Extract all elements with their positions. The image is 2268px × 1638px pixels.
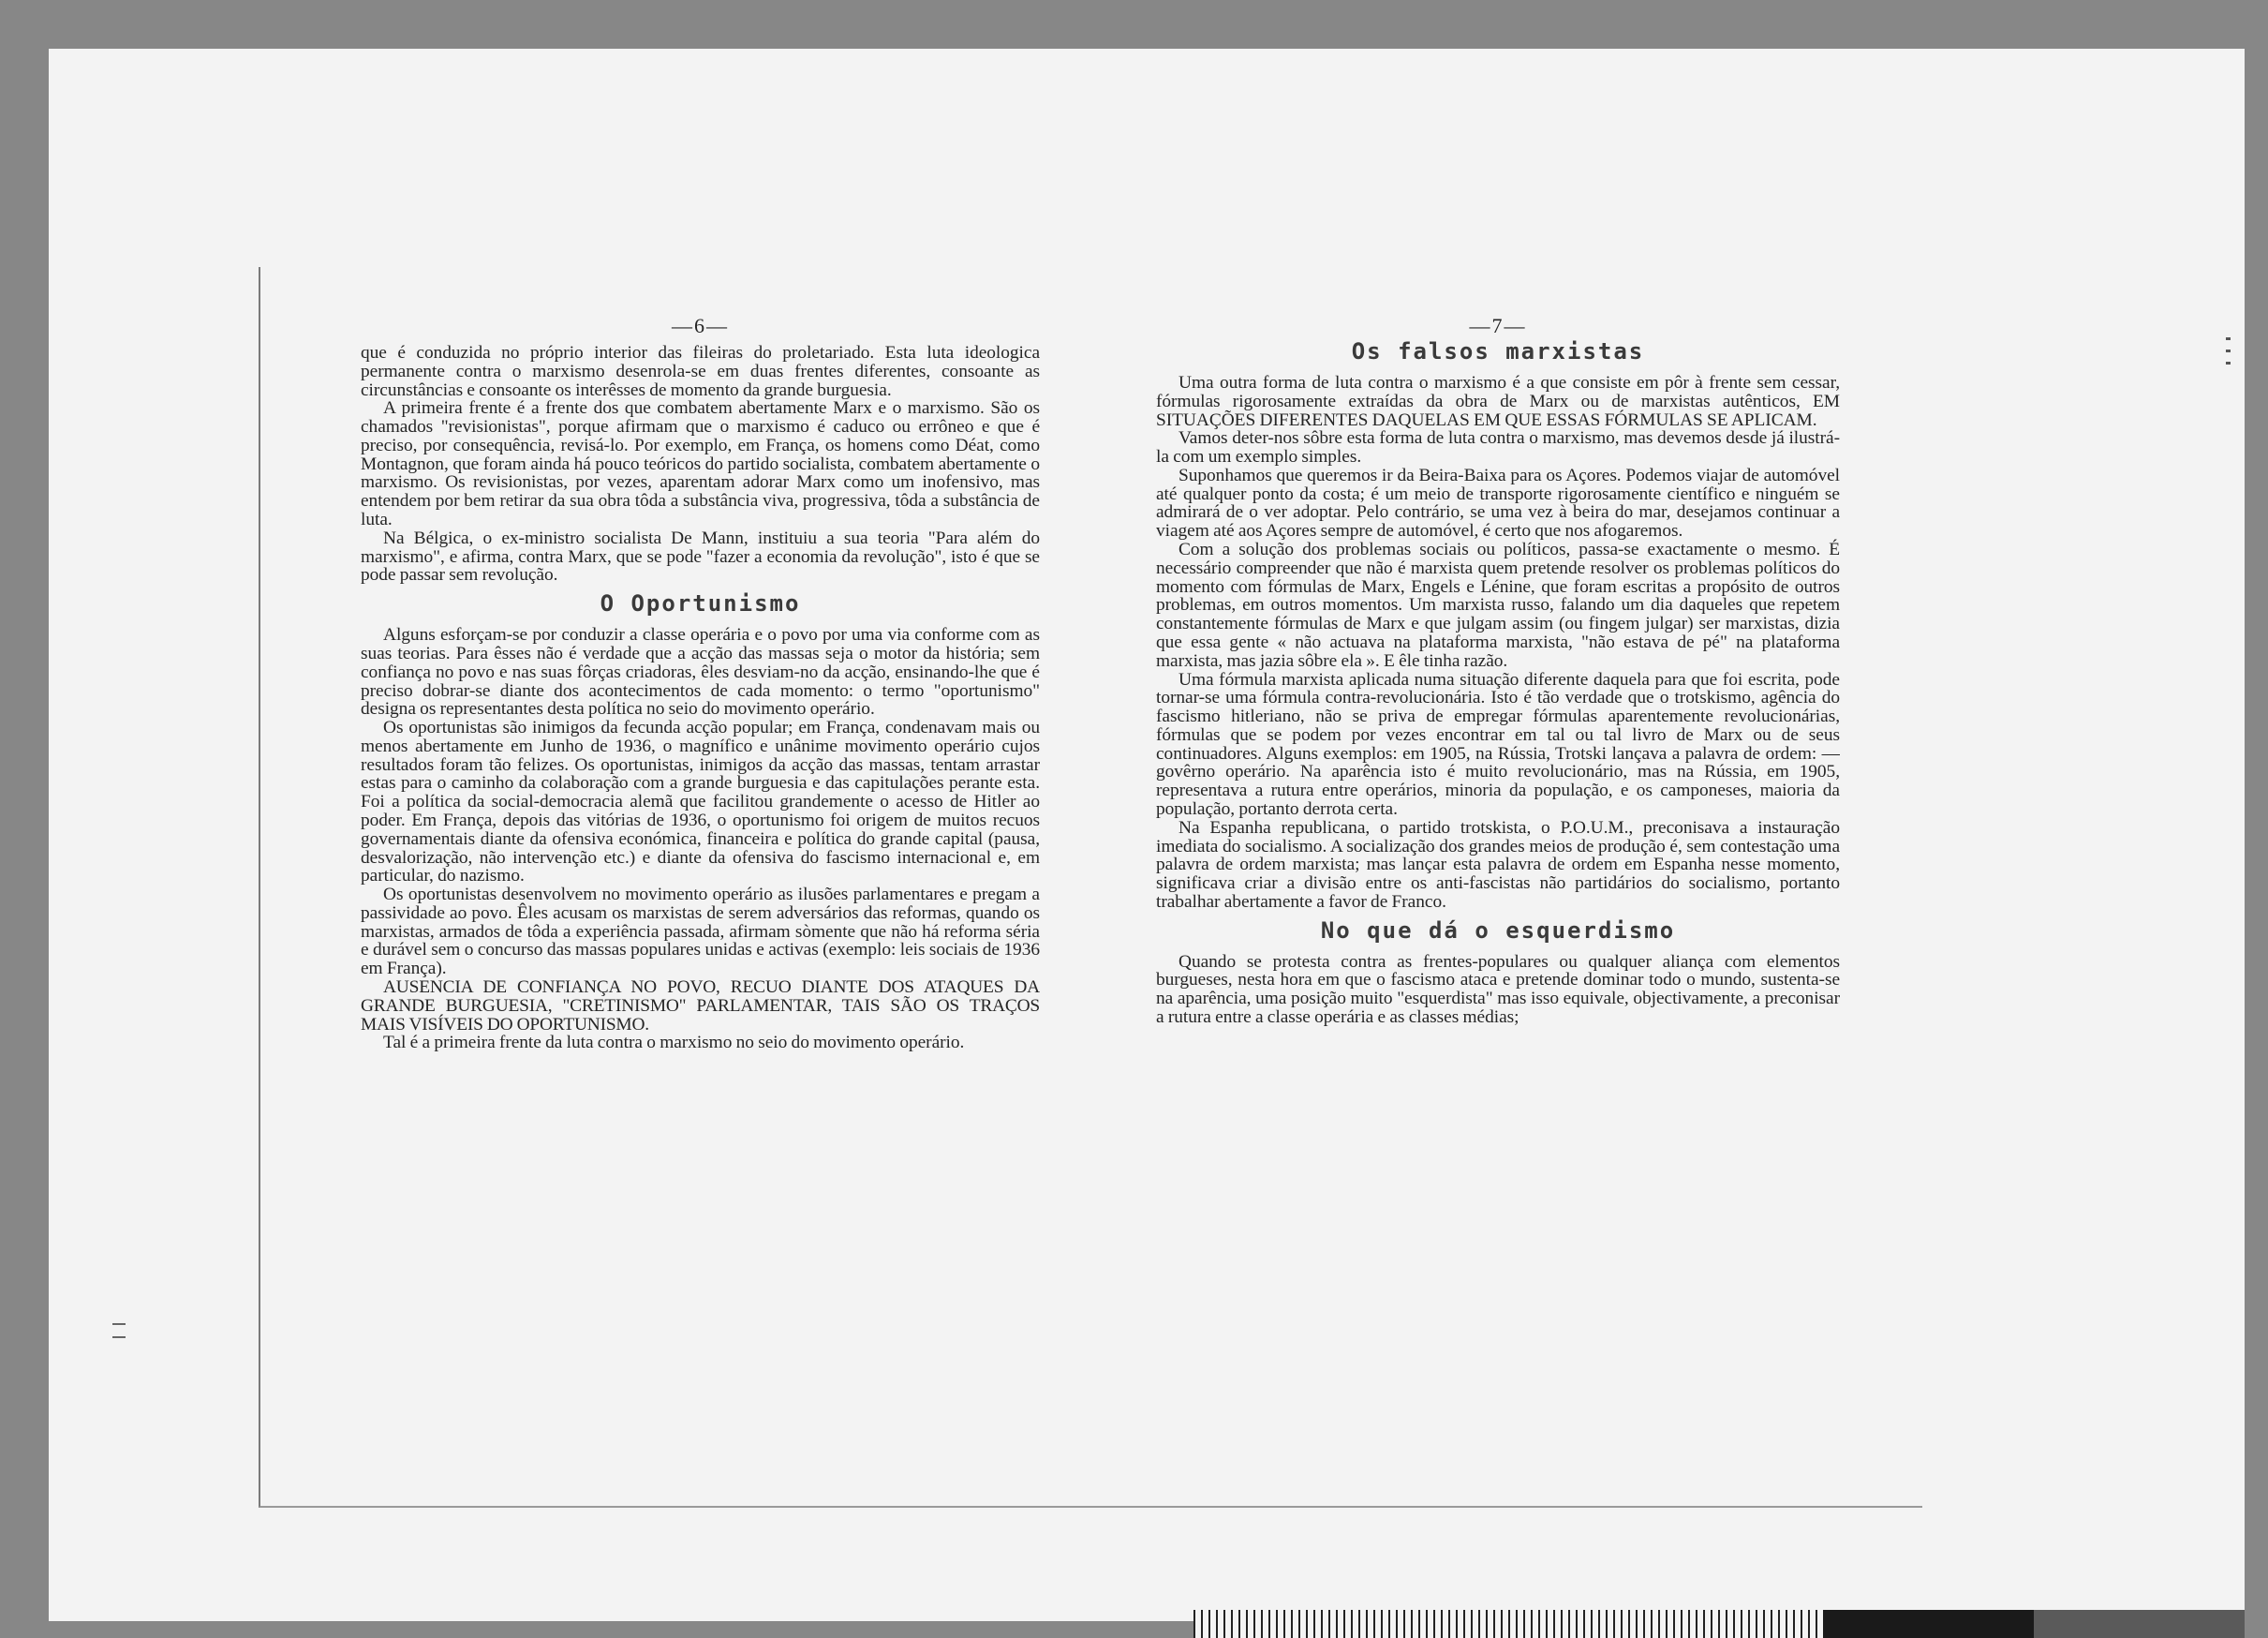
paragraph: Na Bélgica, o ex-ministro socialista De Mann, instituiu a sua teoria "Para além do marxismo", e afirma, contra Marx, que se pode "fazer a economia da revolução", isto é que se pode passar sem revolução. [361, 528, 1040, 586]
paragraph: Alguns esforçam-se por conduzir a classe operária e o povo por uma via conforme com as suas teorias. Para êsses não é verdade que a acção das massas seja o motor da história; sem confiança no povo e nas suas fôrças criadoras, êles desviam-no da acção, ensinando-lhe que é preciso dobrar-se diante dos acontecimentos de cada momento: o termo "oportunismo" designa os representantes desta política no seio do movimento operário. [361, 625, 1040, 720]
page-number: —7— [1469, 314, 1527, 337]
paragraph-caps: AUSENCIA DE CONFIANÇA NO POVO, RECUO DIANTE DOS ATAQUES DA GRANDE BURGUESIA, "CRETINISMO" PARLAMENTAR, TAIS SÃO OS TRAÇOS MAIS VISÍVEIS DO OPORTUNISMO. [361, 977, 1040, 1035]
paragraph: Quando se protesta contra as frentes-populares ou qualquer aliança com elementos burgueses, nesta hora em que o fascismo ataca e pretende dominar todo o mundo, sustenta-se na aparência, uma posição muito "esquerdista" mas isso equivale, objectivamente, a preconisar a rutura entre a classe operária e as classes médias; [1156, 951, 1840, 1027]
paragraph: Com a solução dos problemas sociais ou políticos, passa-se exactamente o mesmo. É necessário compreender que não é marxista quem pretende resolver os problemas políticos do momento com fórmulas de Marx, Engels e Lénine, que foram escritas a propósito de outros problemas, em outros momentos. Um marxista russo, falando um dia daqueles que repetem constantemente fórmulas de Marx e que julgam assim (ou fingem julgar) ser marxistas, dizia que essa gente « não actuava na plataforma marxista, "não estava de pé" na plataforma marxista, mas jazia sôbre ela ». E êle tinha razão. [1156, 540, 1840, 671]
section-heading: No que dá o esquerdismo [1320, 916, 1676, 944]
color-scale-bar [1193, 1610, 2245, 1638]
paragraph: A primeira frente é a frente dos que combatem abertamente Marx e o marxismo. São os chamados "revisionistas", porque afirmam que o marxismo é caduco ou errôneo e que é preciso, por consequência, revisá-lo. Por exemplo, em França, os homens como Déat, como Montagnon, que foram ainda há pouco teóricos do partido socialista, combatem abertamente o marxismo. Os revisionistas, por vezes, aparentam adorar Marx como um inofensivo, mas entendem por bem retirar da sua obra tôda a substância viva, progressiva, tôda a substância de luta. [361, 398, 1040, 530]
paragraph: que é conduzida no próprio interior das fileiras do proletariado. Esta luta ideologica permanente contra o marxismo desenrola-se em duas frentes diferentes, consoante as circunstâncias e consoante os interêsses de momento da grande burguesia. [361, 343, 1040, 400]
paragraph: Vamos deter-nos sôbre esta forma de luta contra o marxismo, mas devemos desde já ilustrá-la com um exemplo simples. [1156, 428, 1840, 468]
paragraph: Suponhamos que queremos ir da Beira-Baixa para os Açores. Podemos viajar de automóvel até qualquer ponto da costa; é um meio de transporte rigorosamente científico e ninguém se admirará de o ver adoptar. Pelo contrário, se uma vez à beira do mar, desejamos continuar a viagem até aos Açores sempre de automóvel, é certo que nos afogaremos. [1156, 465, 1840, 542]
section-heading: Os falsos marxistas [1351, 338, 1645, 365]
paragraph: Tal é a primeira frente da luta contra o marxismo no seio do movimento operário. [383, 1033, 965, 1053]
left-page [361, 314, 1040, 1448]
paragraph: Uma outra forma de luta contra o marxismo é a que consiste em pôr à frente sem cessar, fórmulas rigorosamente extraídas da obra de Marx ou de marxistas autênticos, EM SITUAÇÕES DIFERENTES DAQUELAS EM QUE ESSAS FÓRMULAS SE APLICAM. [1156, 373, 1840, 430]
section-heading: O Oportunismo [600, 590, 801, 618]
paragraph: Os oportunistas são inimigos da fecunda acção popular; em França, condenavam mais ou menos abertamente em Junho de 1936, o magnífico e unânime movimento operário cujos resultados foram tão felizes. Os oportunistas, inimigos da acção das massas, tentam arrastar estas para o caminho da colaboração com a grande burguesia e das capitulações perante esta. Foi a política da social-democracia alemã que facilitou grandemente o acesso de Hitler ao poder. Em França, depois das vitórias de 1936, o oportunismo foi origem de muitos recuos governamentais diante da ofensiva económica, financeira e política do grande capital (pausa, desvalorização, não intervenção etc.) e diante da ofensiva do fascismo internacional e, em particular, do nazismo. [361, 718, 1040, 886]
edge-marks-left [112, 1312, 150, 1349]
paragraph: Uma fórmula marxista aplicada numa situação diferente daquela para que foi escrita, pode tornar-se uma fórmula contra-revolucionária. Isto é tão verdade que o trotskismo, agência do fascismo hitleriano, não se priva de empregar fórmulas aparentemente revolucionárias, fórmulas que se podem por vezes encontrar em tal ou tal livro de Marx ou de seus continuadores. Alguns exemplos: em 1905, na Rússia, Trotski lançava a palavra de ordem: — govêrno operário. Na aparência isto é muito revolucionário, mas na Rússia, em 1905, representava a rutura entre operários, minoria da população, e os camponeses, maioria da população, portanto derrota certa. [1156, 669, 1840, 819]
right-page [1156, 314, 1840, 1467]
edge-marks [2226, 328, 2245, 384]
paragraph: Na Espanha republicana, o partido trotskista, o P.O.U.M., preconisava a instauração imediata do socialismo. A socialização dos grandes meios de produção é, sem contestação uma palavra de ordem marxista; mas lançar esta palavra de ordem em Espanha nesse momento, significava criar a divisão entre os anti-fascistas não partidários do socialismo, portanto trabalhar abertamente a favor de Franco. [1156, 817, 1840, 912]
page-number: —6— [672, 314, 729, 337]
paragraph: Os oportunistas desenvolvem no movimento operário as ilusões parlamentares e pregam a passividade ao povo. Êles acusam os marxistas de serem adversários das reformas, quando os marxistas, armados de tôda a experiência passada, afirmam sòmente que não há reforma séria e durável sem o concurso das massas populares unidas e activas (exemplo: leis sociais de 1936 em França). [361, 885, 1040, 979]
